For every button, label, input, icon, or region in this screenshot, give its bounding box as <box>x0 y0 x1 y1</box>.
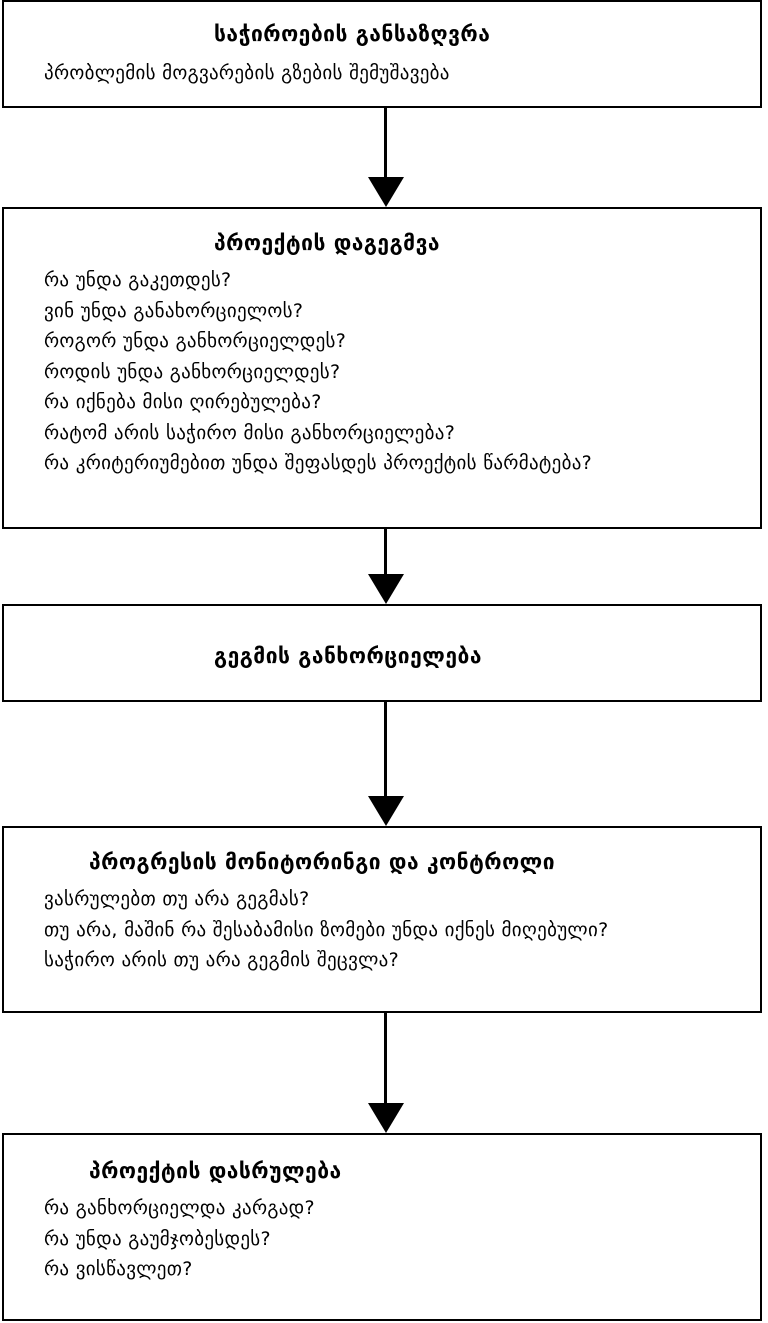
flow-arrow <box>364 702 408 826</box>
arrow-shaft <box>384 702 387 807</box>
step-box-project-closure <box>2 1133 762 1321</box>
step-title: პროექტის დაგეგმვა <box>214 231 441 255</box>
step-lines <box>44 1193 315 1285</box>
step-line: რა უნდა გაუმჯობესდეს? <box>44 1227 271 1250</box>
step-line: პრობლემის მოგვარების გზების შემუშავება <box>44 62 450 84</box>
arrowhead-icon <box>364 796 408 826</box>
step-line: საჭირო არის თუ არა გეგმის შეცვლა? <box>44 949 399 971</box>
step-line: როდის უნდა განხორციელდეს? <box>44 360 341 383</box>
step-title: გეგმის განხორციელება <box>214 644 482 668</box>
step-line: რატომ არის საჭირო მისი განხორციელება? <box>44 421 456 444</box>
step-line: რა განხორციელდა კარგად? <box>44 1197 315 1219</box>
step-line: რა იქნება მისი ღირებულება? <box>44 391 322 413</box>
arrowhead-icon <box>364 574 408 604</box>
step-lines <box>44 58 450 89</box>
arrow-shaft <box>384 1013 387 1114</box>
arrowhead-icon <box>364 177 408 207</box>
step-box-progress-monitoring <box>2 826 762 1013</box>
arrowhead-icon <box>364 1103 408 1133</box>
step-title: პროგრესის მონიტორინგი და კონტროლი <box>89 850 556 874</box>
flow-arrow <box>364 529 408 604</box>
step-line: ვასრულებთ თუ არა გეგმას? <box>44 888 310 910</box>
flow-arrow <box>364 108 408 207</box>
step-box-plan-implementation <box>2 604 762 702</box>
flow-arrow <box>364 1013 408 1133</box>
step-lines <box>44 884 608 976</box>
step-line: რა უნდა გაკეთდეს? <box>44 269 232 291</box>
step-line: თუ არა, მაშინ რა შესაბამისი ზომები უნდა იქნეს მიღებული? <box>44 918 609 941</box>
step-lines <box>44 265 592 479</box>
step-line: ვინ უნდა განახორციელოს? <box>44 299 304 322</box>
step-box-needs-definition <box>2 0 762 108</box>
arrow-shaft <box>384 108 387 188</box>
step-line: რა კრიტერიუმებით უნდა შეფასდეს პროექტის წარმატება? <box>44 452 593 474</box>
step-title: საჭიროების განსაზღვრა <box>214 22 491 46</box>
step-line: რა ვისწავლეთ? <box>44 1258 193 1280</box>
step-box-project-planning <box>2 207 762 529</box>
step-title: პროექტის დასრულება <box>89 1159 342 1183</box>
step-line: როგორ უნდა განხორციელდეს? <box>44 330 347 352</box>
